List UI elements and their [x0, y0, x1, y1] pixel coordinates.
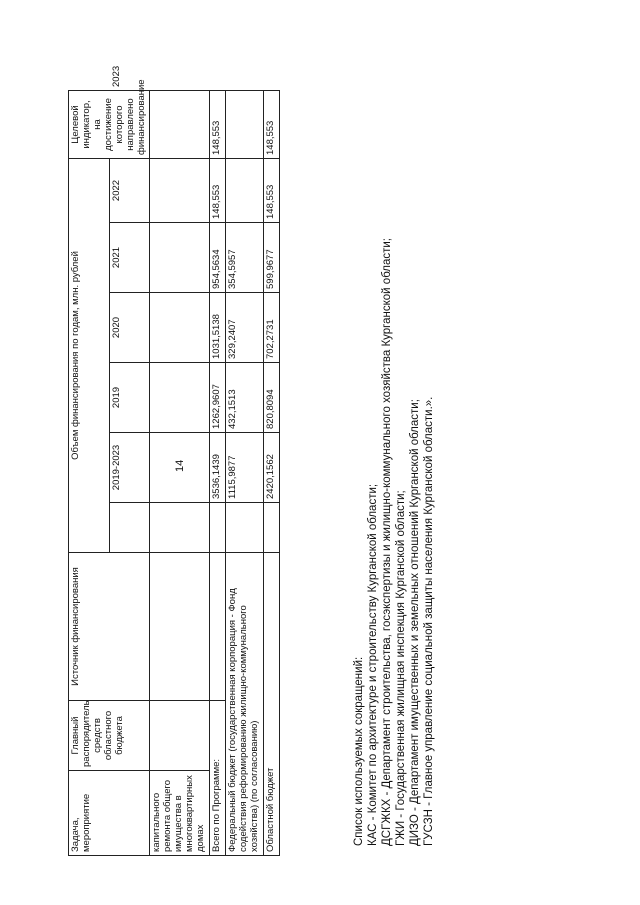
- row-value: 148,553: [263, 91, 279, 159]
- year-header: 2019: [109, 363, 150, 433]
- row-label: Федеральный бюджет (государственная корпорация - Фонд содействия реформированию жилищно-коммунального хозяйства) (по согласованию): [225, 553, 263, 856]
- abbreviation-item: ГУСЗН - Главное управление социальной защиты населения Курганской области.».: [423, 396, 436, 846]
- row-value: 148,553: [210, 159, 226, 223]
- row-label: капитального ремонта общего имущества в многоквартирных домах: [150, 771, 210, 856]
- abbreviations-list: [352, 238, 436, 846]
- header-row: [69, 91, 110, 856]
- row-label: Всего по Программе:: [210, 701, 226, 856]
- years-row: 2019-2023 2019 2020 2021 2022 2023: [109, 91, 150, 856]
- abbreviation-item: ДСГЖКХ - Департамент строительства, госэкспертизы и жилищно-коммунального хозяйства Курганской области;: [381, 237, 394, 846]
- row-value: 329,2407: [225, 293, 263, 363]
- row-value: 1262,9607: [210, 363, 226, 433]
- abbreviation-item: ГЖИ - Государственная жилищная инспекция Курганской области;: [395, 490, 408, 846]
- header-manager: Главный распорядитель средств областного бюджета: [69, 701, 150, 771]
- header-source: Источник финансирования: [69, 553, 150, 701]
- financing-table: [68, 65, 280, 856]
- row-value: [225, 159, 263, 223]
- row-value: 820,8094: [263, 363, 279, 433]
- row-value: [225, 91, 263, 159]
- abbreviations-title: Список используемых сокращений:: [353, 656, 365, 846]
- row-label: Областной бюджет: [263, 553, 279, 856]
- table-row: [225, 91, 263, 856]
- row-value: 1115,9877: [225, 433, 263, 503]
- header-volume: Объем финансирования по годам, млн. рублей: [69, 159, 110, 553]
- year-header: 2019-2023: [109, 433, 150, 503]
- year-header: 2020: [109, 293, 150, 363]
- row-value: 599,9677: [263, 223, 279, 293]
- header-task: Задача, мероприятие: [69, 771, 150, 856]
- header-indicator: Целевой индикатор, на достижение которого направлено финансирование: [69, 91, 150, 159]
- row-value: 354,5957: [225, 223, 263, 293]
- row-value: 1031,5138: [210, 293, 226, 363]
- table-row: [263, 91, 279, 856]
- row-value: 954,5634: [210, 223, 226, 293]
- year-header: 2021: [109, 223, 150, 293]
- spacer-cell: [109, 503, 150, 553]
- table-row: [150, 91, 210, 856]
- row-value: 432,1513: [225, 363, 263, 433]
- page-number: 14: [174, 459, 186, 472]
- year-header: 2022: [109, 159, 150, 223]
- row-value: 3536,1439: [210, 433, 226, 503]
- row-value: 148,553: [210, 91, 226, 159]
- row-value: 2420,1562: [263, 433, 279, 503]
- abbreviation-item: ДИЗО - Департамент имущественных и земельных отношений Курганской области;: [409, 399, 422, 846]
- row-value: 148,553: [263, 159, 279, 223]
- table-row: [210, 91, 226, 856]
- abbreviation-item: КАС - Комитет по архитектуре и строительству Курганской области;: [367, 483, 380, 846]
- row-value: 702,2731: [263, 293, 279, 363]
